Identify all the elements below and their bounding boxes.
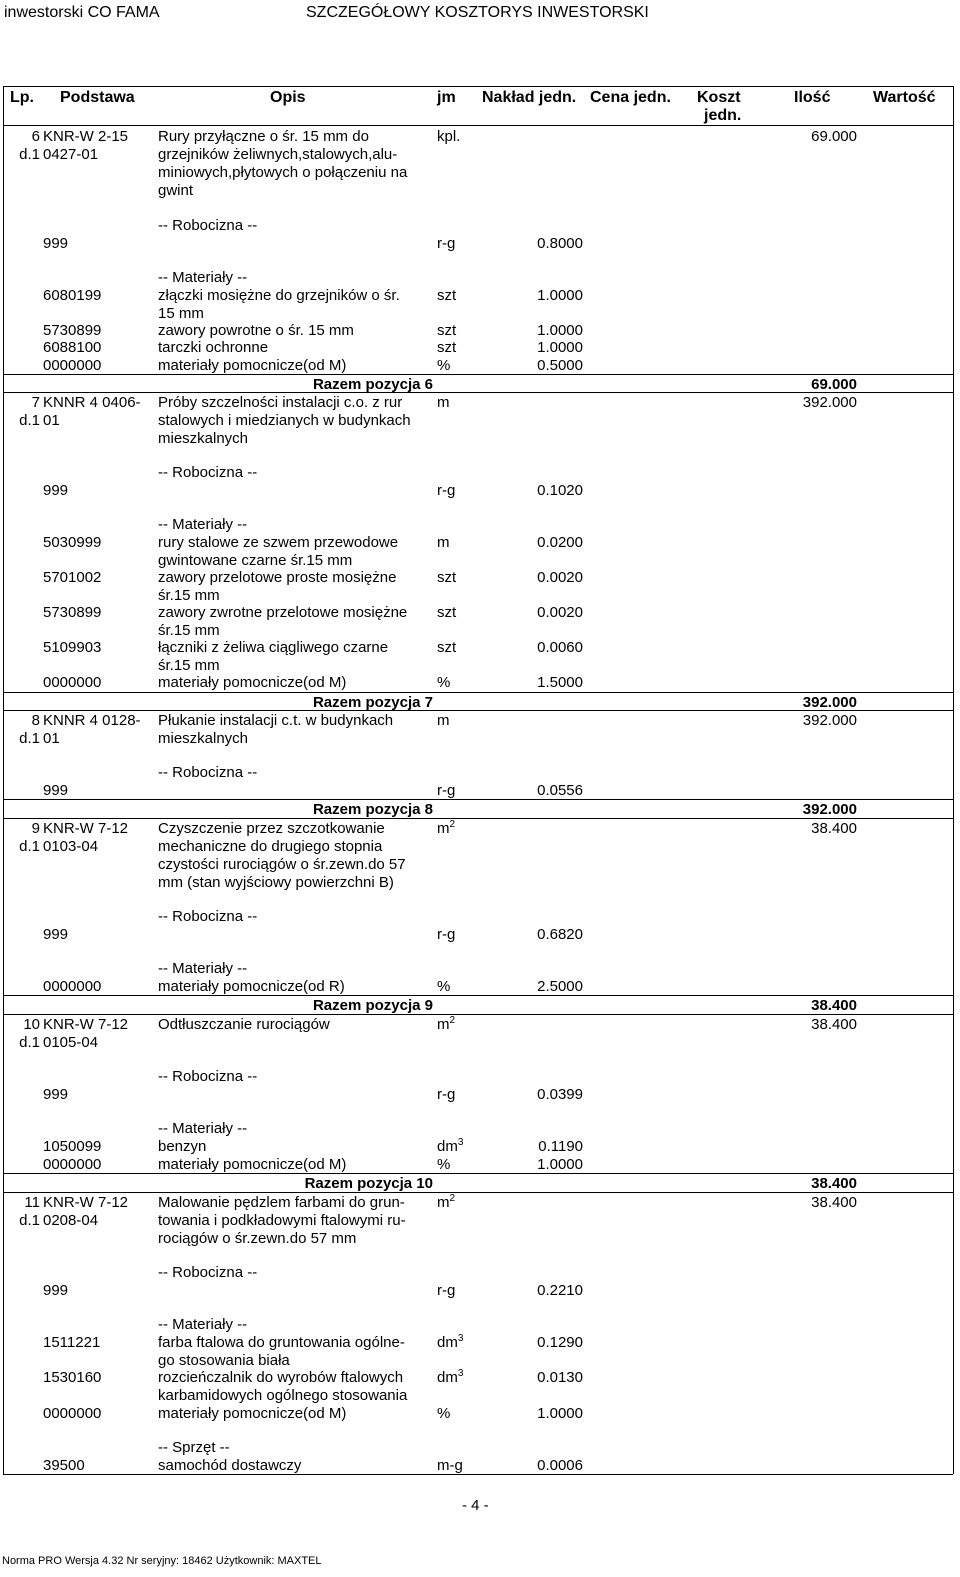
row-podstawa: 0000000 [43,357,102,374]
row-opis: -- Materiały -- [158,516,248,533]
row-separator [3,392,953,393]
row-naklad: 0.2210 [537,1282,583,1299]
row-podstawa: 999 [43,482,69,499]
row-jm: r-g [437,926,456,943]
row-podstawa: 0000000 [43,978,102,995]
row-jm: r-g [437,235,456,252]
row-opis: materiały pomocnicze(od M) [158,1156,347,1173]
row-opis: -- Materiały -- [158,1120,248,1137]
row-opis: grzejników żeliwnych,stalowych,alu- [158,146,398,163]
row-ilosc: 38.400 [811,1175,857,1192]
row-opis: materiały pomocnicze(od M) [158,674,347,691]
row-naklad: 0.1020 [537,482,583,499]
row-opis: łączniki z żeliwa ciągliwego czarne [158,639,389,656]
row-naklad: 1.0000 [537,339,583,356]
row-opis: rozcieńczalnik do wyrobów ftalowych [158,1369,404,1386]
row-naklad: 1.0000 [537,287,583,304]
row-jm: szt [437,322,457,339]
row-opis: mechaniczne do drugiego stopnia [158,838,383,855]
row-opis: Odtłuszczanie rurociągów [158,1016,330,1033]
row-ilosc: 38.400 [811,820,857,837]
unit-exponent: 2 [449,1015,456,1026]
table-top-border [3,86,953,87]
row-podstawa: KNR-W 2-15 [43,128,129,145]
row-naklad: 0.0130 [537,1369,583,1386]
row-opis: gwint [158,182,194,199]
row-opis: go stosowania biała [158,1352,290,1369]
page-number: - 4 - [462,1497,489,1514]
row-naklad: 0.0020 [537,569,583,586]
row-jm: r-g [437,1086,456,1103]
row-opis: zawory przelotowe proste mosiężne [158,569,397,586]
row-podstawa: 5109903 [43,639,102,656]
row-podstawa: KNNR 4 0406- [43,394,141,411]
row-podstawa: 0000000 [43,674,102,691]
row-razem: Razem pozycja 6 [312,376,433,393]
row-jm: $m^2$ [437,1193,456,1211]
row-opis: samochód dostawczy [158,1457,302,1474]
row-jm: $dm^3$ [437,1368,464,1386]
row-podstawa: 0103-04 [43,838,99,855]
row-podstawa: 999 [43,782,69,799]
row-naklad: 0.8000 [537,235,583,252]
row-naklad: 1.5000 [537,674,583,691]
row-lp: 11 [24,1194,40,1211]
col-header-wartosc: Wartość [873,89,936,106]
row-opis: tarczki ochronne [158,339,269,356]
row-opis: -- Materiały -- [158,1316,248,1333]
row-podstawa: 0208-04 [43,1212,99,1229]
row-opis: karbamidowych ogólnego stosowania [158,1387,408,1404]
row-jm: $dm^3$ [437,1333,464,1351]
row-naklad: 0.0200 [537,534,583,551]
row-podstawa: 6088100 [43,339,102,356]
row-podstawa: 5730899 [43,604,102,621]
row-ilosc: 69.000 [811,128,857,145]
row-opis: mieszkalnych [158,730,249,747]
col-header-ilosc: Ilość [794,89,831,106]
col-header-jm: jm [437,89,456,106]
row-opis: złączki mosiężne do grzejników o śr. [158,287,400,304]
row-podstawa: 01 [43,412,60,429]
row-opis: gwintowane czarne śr.15 mm [158,552,353,569]
row-jm: % [437,674,451,691]
row-ilosc: 38.400 [811,1194,857,1211]
row-opis: Płukanie instalacji c.t. w budynkach [158,712,394,729]
row-lp: d.1 [19,1034,40,1051]
row-separator [3,818,953,819]
row-separator [3,995,953,996]
row-jm: r-g [437,482,456,499]
unit-exponent: 3 [457,1137,464,1148]
row-naklad: 0.6820 [537,926,583,943]
col-header-lp: Lp. [10,89,34,106]
row-podstawa: KNR-W 7-12 [43,1194,129,1211]
row-podstawa: 5701002 [43,569,102,586]
footer-info: Norma PRO Wersja 4.32 Nr seryjny: 18462 Użytkownik: MAXTEL [2,1555,322,1567]
row-lp: d.1 [19,412,40,429]
row-opis: benzyn [158,1138,207,1155]
row-razem: Razem pozycja 9 [312,997,433,1014]
row-jm: szt [437,339,457,356]
row-razem: Razem pozycja 8 [312,801,433,818]
row-jm: % [437,357,451,374]
document-owner: inwestorski CO FAMA [4,4,160,21]
row-opis: -- Robocizna -- [158,464,258,481]
row-opis: 15 mm [158,305,204,322]
row-separator [3,374,953,375]
row-ilosc: 392.000 [802,801,857,818]
row-separator [3,1014,953,1015]
unit-exponent: 2 [449,819,456,830]
row-opis: zawory powrotne o śr. 15 mm [158,322,354,339]
row-opis: -- Materiały -- [158,269,248,286]
row-jm: % [437,1156,451,1173]
row-opis: mieszkalnych [158,430,249,447]
row-lp: d.1 [19,146,40,163]
row-opis: rury stalowe ze szwem przewodowe [158,534,399,551]
row-lp: d.1 [19,838,40,855]
row-podstawa: 01 [43,730,60,747]
row-podstawa: 999 [43,1282,69,1299]
row-razem: Razem pozycja 7 [312,694,433,711]
row-opis: -- Sprzęt -- [158,1439,230,1456]
row-jm: r-g [437,782,456,799]
row-opis: śr.15 mm [158,657,220,674]
row-naklad: 1.0000 [537,322,583,339]
row-podstawa: 0105-04 [43,1034,99,1051]
row-naklad: 1.0000 [537,1156,583,1173]
row-opis: -- Robocizna -- [158,764,258,781]
row-naklad: 0.1190 [538,1138,583,1155]
row-naklad: 0.0399 [537,1086,583,1103]
row-jm: $m^2$ [437,1015,456,1033]
row-opis: Czyszczenie przez szczotkowanie [158,820,385,837]
row-opis: towania i podkładowymi ftalowymi ru- [158,1212,406,1229]
row-podstawa: 1511221 [43,1334,101,1351]
row-lp: d.1 [19,1212,40,1229]
row-jm: % [437,1405,451,1422]
row-opis: materiały pomocnicze(od M) [158,1405,347,1422]
row-podstawa: 999 [43,235,69,252]
row-podstawa: KNR-W 7-12 [43,1016,129,1033]
row-jm: r-g [437,1282,456,1299]
row-podstawa: 0000000 [43,1405,102,1422]
row-jm: $m^2$ [437,819,456,837]
row-separator [3,799,953,800]
row-opis: zawory zwrotne przelotowe mosiężne [158,604,408,621]
row-opis: rociągów o śr.zewn.do 57 mm [158,1230,357,1247]
row-jm: m [437,534,450,551]
row-opis: materiały pomocnicze(od R) [158,978,345,995]
row-lp: 10 [23,1016,40,1033]
row-opis: -- Materiały -- [158,960,248,977]
col-header-podstawa: Podstawa [60,89,135,106]
row-podstawa: 0427-01 [43,146,99,163]
row-opis: Próby szczelności instalacji c.o. z rur [158,394,403,411]
col-header-opis: Opis [270,89,306,106]
unit-exponent: 3 [457,1368,464,1379]
row-podstawa: 39500 [43,1457,85,1474]
row-separator [3,1173,953,1174]
table-left-border [3,86,4,1474]
row-podstawa: 999 [43,1086,69,1103]
row-opis: -- Robocizna -- [158,908,258,925]
row-jm: szt [437,569,457,586]
row-razem: Razem pozycja 10 [304,1175,433,1192]
row-podstawa: 5730899 [43,322,102,339]
row-podstawa: 999 [43,926,69,943]
row-separator [3,692,953,693]
row-jm: $dm^3$ [437,1137,464,1155]
row-lp: d.1 [19,730,40,747]
col-header-koszt-jedn: jedn. [704,107,742,124]
row-opis: Malowanie pędzlem farbami do grun- [158,1194,405,1211]
row-ilosc: 392.000 [802,712,857,729]
row-podstawa: 1050099 [43,1138,102,1155]
row-opis: miniowych,płytowych o połączeniu na [158,164,408,181]
row-ilosc: 392.000 [802,694,857,711]
row-opis: śr.15 mm [158,622,220,639]
col-header-cena: Cena jedn. [590,89,671,106]
row-opis: czystości rurociągów o śr.zewn.do 57 [158,856,406,873]
col-header-naklad: Nakład jedn. [482,89,577,106]
row-naklad: 2.5000 [537,978,583,995]
row-separator [3,1192,953,1193]
row-lp: 6 [31,128,40,145]
row-opis: materiały pomocnicze(od M) [158,357,347,374]
row-jm: m-g [437,1457,463,1474]
row-naklad: 0.0020 [537,604,583,621]
row-separator [3,710,953,711]
row-opis: Rury przyłączne o śr. 15 mm do [158,128,369,145]
row-jm: kpl. [437,128,461,145]
row-naklad: 0.0060 [537,639,583,656]
row-podstawa: 5030999 [43,534,102,551]
row-podstawa: 1530160 [43,1369,102,1386]
row-ilosc: 69.000 [811,376,857,393]
table-header-border [3,125,953,126]
row-opis: -- Robocizna -- [158,1264,258,1281]
row-opis: -- Robocizna -- [158,217,258,234]
row-podstawa: 6080199 [43,287,102,304]
row-opis: śr.15 mm [158,587,220,604]
row-podstawa: KNR-W 7-12 [43,820,129,837]
row-opis: mm (stan wyjściowy powierzchni B) [158,874,394,891]
row-opis: farba ftalowa do gruntowania ogólne- [158,1334,405,1351]
row-naklad: 1.0000 [537,1405,583,1422]
row-jm: m [437,712,450,729]
row-jm: szt [437,604,457,621]
row-podstawa: 0000000 [43,1156,102,1173]
row-jm: szt [437,287,457,304]
row-naklad: 0.0006 [537,1457,583,1474]
table-right-border [953,86,954,1474]
row-podstawa: KNNR 4 0128- [43,712,141,729]
col-header-koszt: Koszt [697,89,741,106]
row-lp: 8 [31,712,40,729]
unit-exponent: 3 [457,1333,464,1344]
row-jm: % [437,978,451,995]
row-ilosc: 38.400 [811,1016,857,1033]
row-naklad: 0.0556 [537,782,583,799]
table-bottom-border [3,1474,953,1475]
row-ilosc: 392.000 [802,394,857,411]
row-opis: stalowych i miedzianych w budynkach [158,412,411,429]
row-jm: m [437,394,450,411]
unit-exponent: 2 [449,1193,456,1204]
row-opis: -- Robocizna -- [158,1068,258,1085]
row-naklad: 0.1290 [537,1334,583,1351]
row-jm: szt [437,639,457,656]
row-lp: 7 [31,394,40,411]
row-naklad: 0.5000 [537,357,583,374]
document-title: SZCZEGÓŁOWY KOSZTORYS INWESTORSKI [306,4,649,21]
row-ilosc: 38.400 [811,997,857,1014]
row-lp: 9 [31,820,40,837]
